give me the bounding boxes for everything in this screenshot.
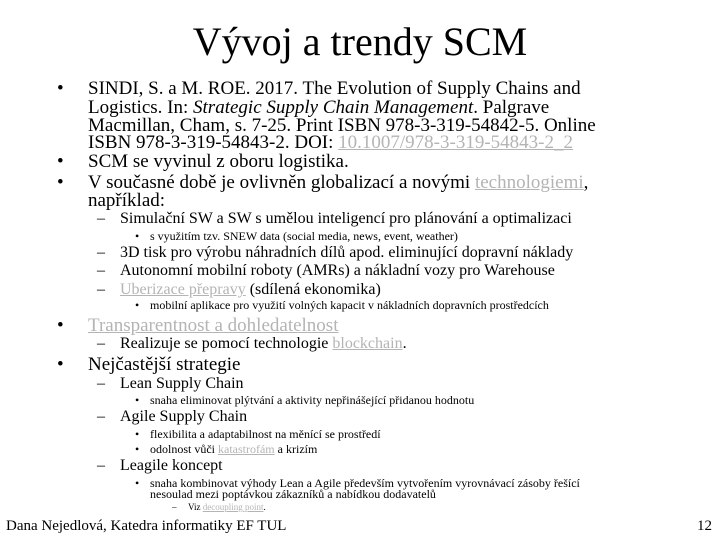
lean-supply-chain: Lean Supply Chain [120, 375, 244, 392]
see-also-text: Viz decoupling point. [188, 502, 266, 512]
bullet-marker: • [135, 393, 140, 407]
dash-marker: – [97, 262, 105, 279]
bullet-marker: • [57, 172, 64, 193]
bullet-marker: • [57, 151, 64, 172]
bullet-marker: • [135, 442, 140, 456]
dash-marker: – [172, 502, 177, 512]
lean-description: snaha eliminovat plýtvání a aktivity nepřinášející přidanou hodnotu [150, 393, 475, 407]
bullet-marker: • [57, 354, 64, 375]
reference-line-2: Logistics. In: Strategic Supply Chain Management. Palgrave [88, 97, 550, 118]
technologies-link[interactable]: technologiemi [474, 172, 584, 193]
reference-line-1: SINDI, S. a M. ROE. 2017. The Evolution of Supply Chains and [88, 78, 581, 99]
strategies-heading: Nejčastější strategie [88, 354, 241, 375]
bullet-marker: • [135, 476, 140, 490]
reference-line-3: Macmillan, Cham, s. 7-25. Print ISBN 978-3-319-54842-5. Online [88, 115, 596, 136]
agile-description-1: flexibilita a adaptabilnost na měnící se prostředí [150, 427, 381, 441]
current-influence-line-2: například: [88, 190, 166, 211]
agile-description-2: odolnost vůči katastrofám a krizím [150, 442, 318, 456]
mobile-apps-text: mobilní aplikace pro využití volných kapacit v nákladních dopravních prostředcích [150, 298, 549, 312]
bullet-marker: • [135, 427, 140, 441]
footer-author: Dana Nejedlová, Katedra informatiky EF TUL [6, 518, 287, 534]
dash-marker: – [97, 281, 105, 298]
book-title: Strategic Supply Chain Management [193, 97, 474, 118]
bullet-marker: • [135, 298, 140, 312]
3d-print-text: 3D tisk pro výrobu náhradních dílů apod. eliminující dopravní náklady [120, 244, 574, 261]
uberization-link[interactable]: Uberizace přepravy [120, 281, 246, 298]
bullet-marker: • [57, 78, 64, 99]
leagile-description-1: snaha kombinovat výhody Lean a Agile především vytvořením vyrovnávací zásoby řešící [150, 476, 580, 490]
bullet-marker: • [135, 229, 140, 243]
transparency-link[interactable]: Transparentnost a dohledatelnost [88, 315, 339, 336]
scm-origin-text: SCM se vyvinul z oboru logistika. [88, 151, 349, 172]
simulation-sw-text: Simulační SW a SW s umělou inteligencí pro plánování a optimalizaci [120, 210, 572, 227]
robots-text: Autonomní mobilní roboty (AMRs) a nákladní vozy pro Warehouse [120, 262, 555, 279]
dash-marker: – [97, 210, 105, 227]
dash-marker: – [97, 457, 105, 474]
uberization-text: Uberizace přepravy (sdílená ekonomika) [120, 281, 381, 298]
agile-supply-chain: Agile Supply Chain [120, 408, 248, 425]
decoupling-point-link[interactable]: decoupling point [202, 502, 264, 512]
snew-data-text: s využitím tzv. SNEW data (social media, news, event, weather) [150, 229, 458, 243]
page-number: 12 [697, 518, 712, 534]
leagile-concept: Leagile koncept [120, 457, 223, 474]
blockchain-text: Realizuje se pomocí technologie blockchain. [120, 335, 407, 352]
bullet-marker: • [57, 315, 64, 336]
blockchain-link[interactable]: blockchain [332, 335, 403, 352]
dash-marker: – [97, 375, 105, 392]
current-influence-text: V současné době je ovlivněn globalizací a novými technologiemi, [88, 172, 589, 193]
leagile-description-2: nesoulad mezi poptávkou zákazníků a nabídkou dodavatelů [150, 487, 436, 501]
reference-line-4: ISBN 978-3-319-54843-2. DOI: 10.1007/978-3-319-54843-2_2 [88, 132, 573, 153]
dash-marker: – [97, 408, 105, 425]
dash-marker: – [97, 335, 105, 352]
slide-title: Vývoj a trendy SCM [192, 19, 528, 64]
catastrophes-link[interactable]: katastrofám [218, 442, 275, 456]
dash-marker: – [97, 244, 105, 261]
doi-link[interactable]: 10.1007/978-3-319-54843-2_2 [338, 132, 573, 153]
